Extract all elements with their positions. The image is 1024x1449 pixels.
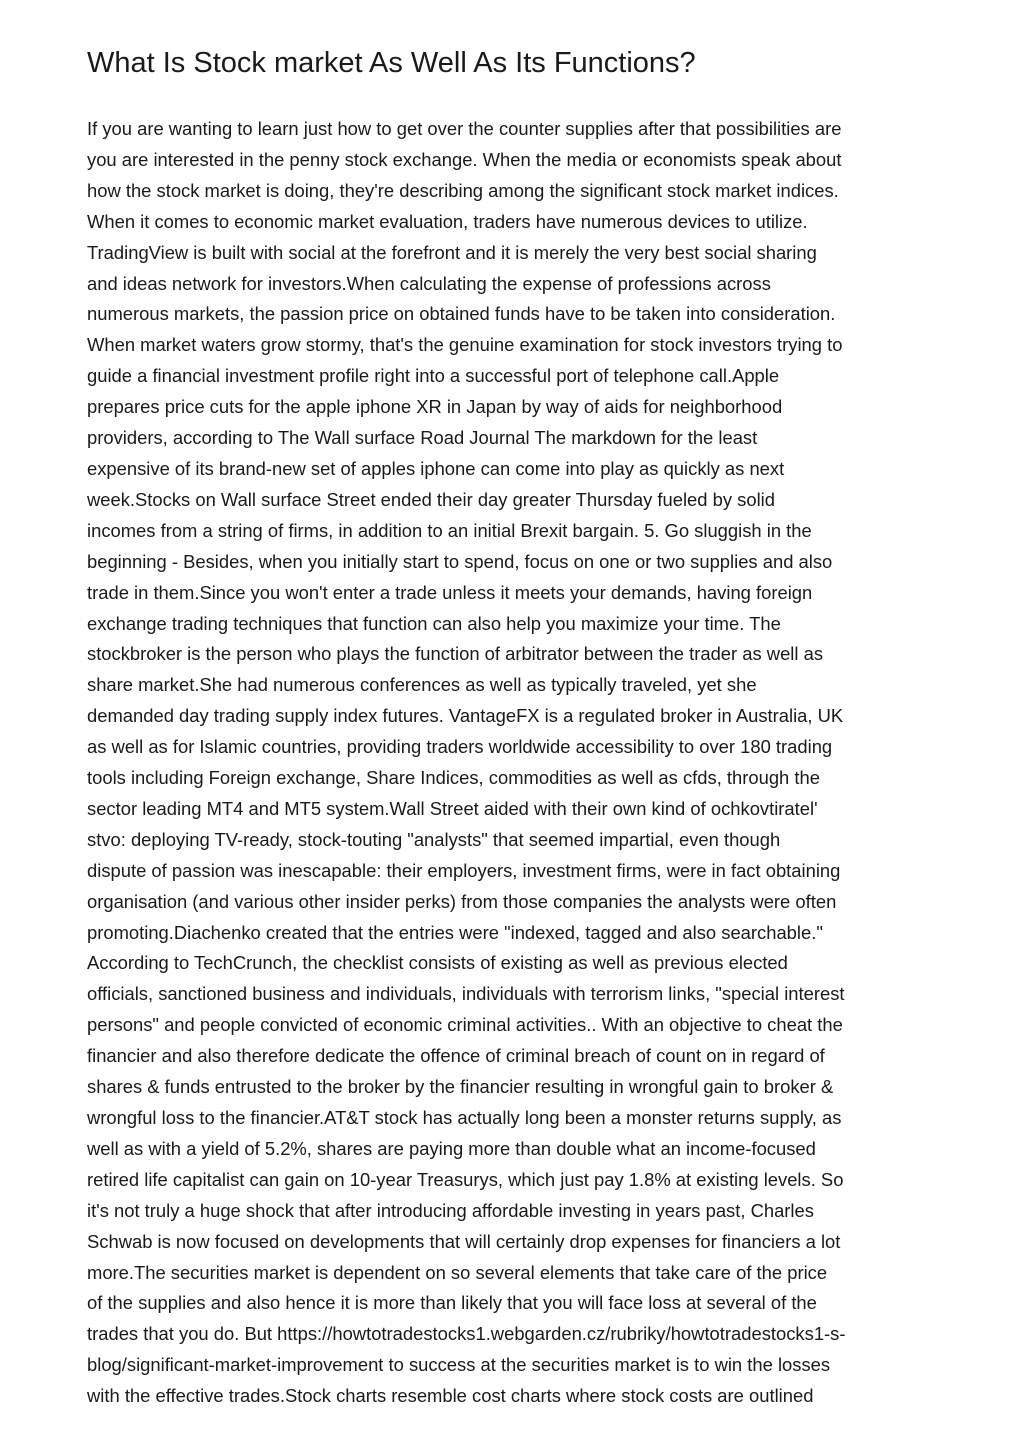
text-line: well as with a yield of 5.2%, shares are paying more than double what an income-focused — [87, 1137, 816, 1159]
text-line: When it comes to economic market evaluation, traders have numerous devices to utilize. — [87, 210, 808, 232]
text-line: According to TechCrunch, the checklist consists of existing as well as previous elected — [87, 952, 788, 974]
text-line: more.The securities market is dependent on so several elements that take care of the price — [87, 1261, 828, 1283]
text-line: with the effective trades.Stock charts resemble cost charts where stock costs are outlined — [87, 1385, 814, 1407]
text-line: you are interested in the penny stock exchange. When the media or economists speak about — [87, 148, 842, 170]
text-line: officials, sanctioned business and individuals, individuals with terrorism links, "special interest — [87, 983, 845, 1005]
text-line: organisation (and various other insider perks) from those companies the analysts were often — [87, 890, 837, 912]
text-line: financier and also therefore dedicate the offence of criminal breach of count on in regard of — [87, 1045, 825, 1067]
text-line: and ideas network for investors.When calculating the expense of professions across — [87, 272, 771, 294]
text-line: Schwab is now focused on developments that will certainly drop expenses for financiers a lot — [87, 1230, 841, 1252]
text-line: promoting.Diachenko created that the entries were "indexed, tagged and also searchable." — [87, 921, 823, 943]
text-line: blog/significant-market-improvement to success at the securities market is to win the losses — [87, 1354, 831, 1376]
page-title: What Is Stock market As Well As Its Functions? — [87, 47, 696, 79]
text-line: it's not truly a huge shock that after introducing affordable investing in years past, Charles — [87, 1199, 814, 1221]
text-line: week.Stocks on Wall surface Street ended their day greater Thursday fueled by solid — [87, 488, 775, 510]
text-line: If you are wanting to learn just how to get over the counter supplies after that possibilities are — [87, 118, 842, 139]
text-line: how the stock market is doing, they're describing among the significant stock market indices. — [87, 179, 839, 201]
text-line: as well as for Islamic countries, providing traders worldwide accessibility to over 180 trading — [87, 736, 833, 758]
text-line: demanded day trading supply index futures. VantageFX is a regulated broker in Australia, UK — [87, 705, 844, 727]
text-line: numerous markets, the passion price on obtained funds have to be taken into consideration. — [87, 303, 836, 325]
text-line: shares & funds entrusted to the broker by the financier resulting in wrongful gain to broker & — [87, 1076, 834, 1098]
text-line: dispute of passion was inescapable: their employers, investment firms, were in fact obtaining — [87, 859, 841, 881]
text-line: expensive of its brand-new set of apples iphone can come into play as quickly as next — [87, 457, 785, 479]
body-paragraph — [87, 114, 947, 1412]
text-line: stockbroker is the person who plays the function of arbitrator between the trader as well as — [87, 643, 824, 665]
text-line: of the supplies and also hence it is more than likely that you will face loss at several of the — [87, 1292, 817, 1314]
text-line: When market waters grow stormy, that's the genuine examination for stock investors trying to — [87, 334, 843, 356]
text-line: share market.She had numerous conferences as well as typically traveled, yet she — [87, 674, 757, 696]
text-line: guide a financial investment profile right into a successful port of telephone call.Apple — [87, 365, 780, 387]
text-line: wrongful loss to the financier.AT&T stock has actually long been a monster returns supply, as — [87, 1107, 842, 1128]
text-line: providers, according to The Wall surface Road Journal The markdown for the least — [87, 427, 758, 449]
text-line: TradingView is built with social at the forefront and it is merely the very best social sharing — [87, 241, 817, 263]
text-line: trades that you do. But https://howtotradestocks1.webgarden.cz/rubriky/howtotradestocks1-s- — [87, 1323, 846, 1345]
text-line: retired life capitalist can gain on 10-year Treasurys, which just pay 1.8% at existing levels. So — [87, 1168, 844, 1190]
text-line: persons" and people convicted of economic criminal activities.. With an objective to cheat the — [87, 1014, 843, 1036]
text-line: exchange trading techniques that function can also help you maximize your time. The — [87, 612, 781, 634]
text-line: prepares price cuts for the apple iphone XR in Japan by way of aids for neighborhood — [87, 396, 783, 418]
text-line: beginning - Besides, when you initially start to spend, focus on one or two supplies and also — [87, 550, 833, 572]
text-line: trade in them.Since you won't enter a trade unless it meets your demands, having foreign — [87, 581, 813, 603]
text-line: tools including Foreign exchange, Share Indices, commodities as well as cfds, through the — [87, 767, 820, 789]
text-line: sector leading MT4 and MT5 system.Wall Street aided with their own kind of ochkovtiratel' — [87, 797, 818, 819]
text-line: incomes from a string of firms, in addition to an initial Brexit bargain. 5. Go sluggish in the — [87, 519, 812, 541]
text-line: stvo: deploying TV-ready, stock-touting "analysts" that seemed impartial, even though — [87, 828, 781, 850]
